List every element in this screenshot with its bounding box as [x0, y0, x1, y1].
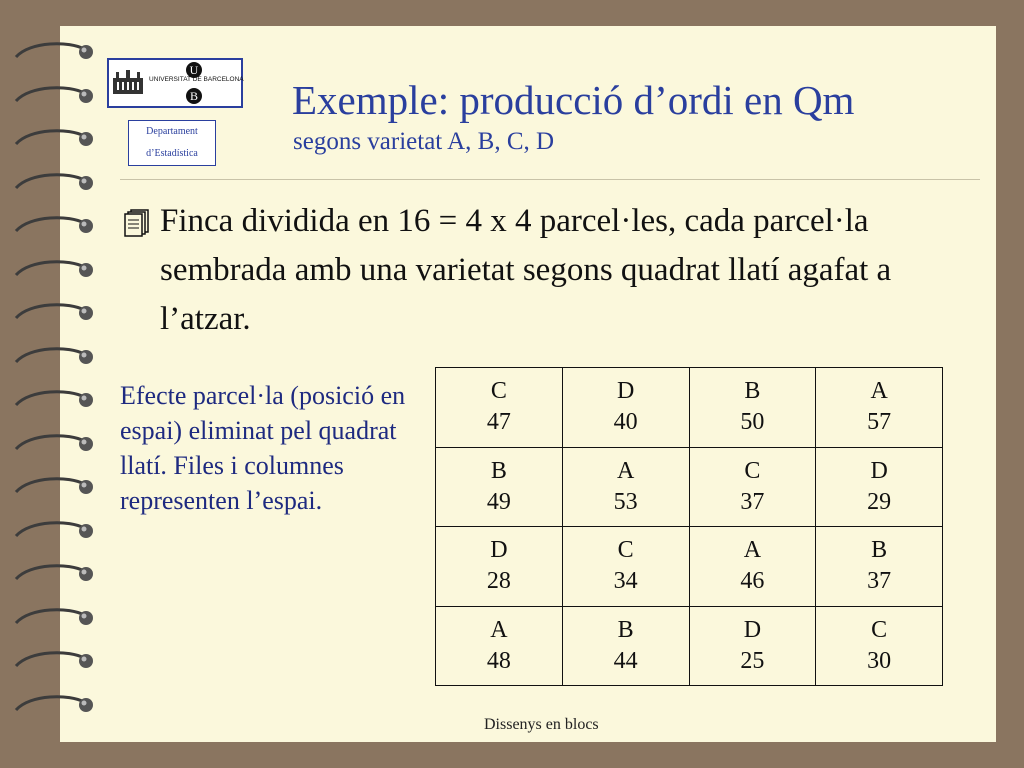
cell-variety: C: [490, 378, 507, 405]
slide-subtitle: segons varietat A, B, C, D: [293, 128, 555, 155]
cell-value: 48: [486, 647, 511, 674]
table-cell: [816, 368, 943, 448]
cell-variety: B: [744, 378, 761, 405]
spiral-ring: [10, 516, 100, 546]
cell-value: 29: [867, 488, 892, 515]
table-row: [436, 368, 943, 448]
spiral-ring: [10, 385, 100, 415]
spiral-ring: [10, 124, 100, 154]
cell-variety: A: [870, 378, 888, 405]
university-name: UNIVERSITAT DE BARCELONA: [149, 76, 244, 83]
cell-value: 53: [613, 488, 638, 515]
cell-variety: B: [617, 616, 634, 643]
logo-letter-u: U: [186, 62, 202, 78]
spiral-ring: [10, 429, 100, 459]
spiral-ring: [10, 342, 100, 372]
table-cell: [562, 606, 689, 686]
cell-variety: A: [490, 616, 508, 643]
logo-letter-b: B: [186, 88, 202, 104]
cell-value: 30: [867, 647, 892, 674]
bullet-text: Finca dividida en 16 = 4 x 4 parcel·les, cada parcel·la sembrada amb una varietat segons quadrat llatí agafat a l’atzar.: [160, 203, 892, 337]
cell-value: 57: [867, 409, 892, 436]
cell-variety: D: [743, 616, 762, 643]
cell-variety: C: [871, 616, 888, 643]
cell-value: 44: [613, 647, 638, 674]
notepad-icon: [122, 208, 152, 238]
building-icon: [113, 70, 143, 94]
spiral-ring: [10, 255, 100, 285]
table-row: [436, 606, 943, 686]
department-line1: Departament: [146, 126, 198, 137]
cell-variety: C: [617, 537, 634, 564]
spiral-ring: [10, 690, 100, 720]
title-divider: [120, 179, 980, 180]
table-cell: [562, 527, 689, 607]
university-logo: [107, 58, 243, 108]
table-cell: [816, 527, 943, 607]
department-line2: d’Estadística: [146, 148, 198, 159]
table-cell: [689, 606, 816, 686]
cell-variety: B: [490, 457, 507, 484]
table-cell: [816, 447, 943, 527]
spiral-ring: [10, 646, 100, 676]
cell-value: 25: [740, 647, 765, 674]
table-row: [436, 447, 943, 527]
table-cell: [689, 527, 816, 607]
table-cell: [562, 368, 689, 448]
spiral-ring: [10, 211, 100, 241]
table-cell: [436, 527, 563, 607]
table-cell: [816, 606, 943, 686]
cell-variety: D: [616, 378, 635, 405]
table-cell: [562, 447, 689, 527]
spiral-ring: [10, 559, 100, 589]
cell-value: 50: [740, 409, 765, 436]
cell-value: 46: [740, 568, 765, 595]
cell-variety: B: [871, 537, 888, 564]
cell-value: 34: [613, 568, 638, 595]
cell-variety: A: [616, 457, 635, 484]
spiral-ring: [10, 168, 100, 198]
cell-variety: D: [490, 537, 508, 564]
department-label: [128, 120, 216, 166]
table-cell: [689, 447, 816, 527]
cell-value: 37: [740, 488, 765, 515]
cell-variety: A: [743, 537, 762, 564]
table-cell: [436, 368, 563, 448]
footer-text: Dissenys en blocs: [484, 716, 599, 733]
cell-value: 49: [486, 488, 511, 515]
spiral-ring: [10, 472, 100, 502]
spiral-ring: [10, 298, 100, 328]
table-cell: [436, 447, 563, 527]
cell-variety: D: [870, 457, 888, 484]
table-row: [436, 527, 943, 607]
spiral-ring: [10, 37, 100, 67]
table-cell: [436, 606, 563, 686]
spiral-ring: [10, 603, 100, 633]
table-cell: [689, 368, 816, 448]
cell-variety: C: [744, 457, 761, 484]
cell-value: 47: [486, 409, 511, 436]
spiral-ring: [10, 81, 100, 111]
latin-square-table: [435, 367, 943, 686]
side-note: Efecte parcel·la (posició en espai) eliminat pel quadrat llatí. Files i columnes representen l’espai.: [120, 381, 406, 515]
cell-value: 37: [867, 568, 892, 595]
cell-value: 40: [613, 409, 638, 436]
cell-value: 28: [486, 568, 511, 595]
slide-title: Exemple: producció d’ordi en Qm: [292, 77, 855, 123]
